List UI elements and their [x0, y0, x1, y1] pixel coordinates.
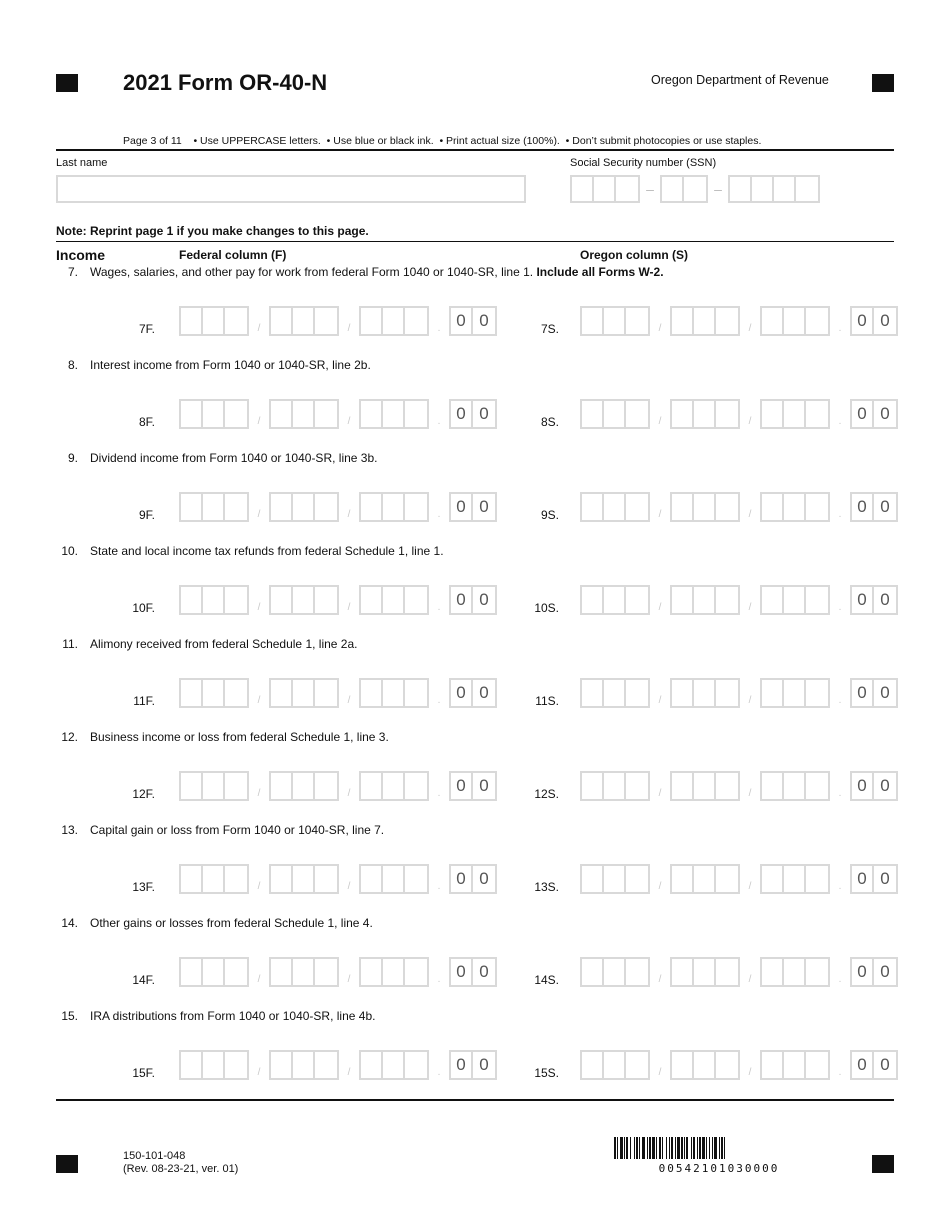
- decimal-point: .: [437, 695, 441, 706]
- barcode-bar: [630, 1137, 631, 1159]
- line-text: Interest income from Form 1040 or 1040-SR, line 2b.: [90, 358, 371, 372]
- digit-group[interactable]: [760, 399, 830, 429]
- last-name-label: Last name: [56, 157, 108, 169]
- federal-line-code: 7F.: [138, 322, 155, 336]
- cents-digit: 0: [852, 773, 874, 799]
- cents-digit: 0: [880, 962, 890, 981]
- line-description: [56, 1009, 375, 1023]
- cents-digit: 0: [479, 1055, 489, 1074]
- cents-digit: 0: [451, 494, 473, 520]
- line-number: 8.: [67, 358, 78, 372]
- thousands-separator: /: [658, 509, 662, 520]
- oregon-line-code: 15S.: [534, 1066, 559, 1080]
- digit-group[interactable]: [359, 957, 429, 987]
- cents-digit: 0: [852, 494, 874, 520]
- barcode-bar: [691, 1137, 692, 1159]
- decimal-point: .: [437, 788, 441, 799]
- oregon-line-code: 12S.: [534, 787, 559, 801]
- digit-group[interactable]: [179, 585, 249, 615]
- line-description: [56, 451, 377, 465]
- thousands-separator: /: [748, 881, 752, 892]
- decimal-point: .: [838, 881, 842, 892]
- decimal-point: .: [838, 788, 842, 799]
- digit-group[interactable]: [580, 399, 650, 429]
- cents-field: [449, 306, 497, 336]
- digit-group[interactable]: [580, 678, 650, 708]
- digit-group[interactable]: [179, 399, 249, 429]
- amount-input[interactable]: [580, 864, 898, 894]
- form-title: 2021 Form OR-40-N: [123, 70, 328, 95]
- barcode-bar: [642, 1137, 645, 1159]
- barcode-bar: [719, 1137, 720, 1159]
- amount-input[interactable]: [179, 1050, 497, 1080]
- page-instructions: Page 3 of 11 • Use UPPERCASE letters. • Use blue or black ink. • Print actual size (100%). • Don’t submit photocopies or use staples.: [123, 135, 762, 147]
- digit-group[interactable]: [670, 399, 740, 429]
- cents-digit: 0: [880, 869, 890, 888]
- cents-field: [449, 585, 497, 615]
- decimal-point: .: [437, 602, 441, 613]
- digit-group[interactable]: [760, 1050, 830, 1080]
- line-text: Capital gain or loss from Form 1040 or 1040-SR, line 7.: [90, 823, 385, 837]
- decimal-point: .: [437, 509, 441, 520]
- barcode-bar: [724, 1137, 725, 1159]
- reprint-note: Note: Reprint page 1 if you make changes to this page.: [56, 224, 369, 238]
- thousands-separator: /: [257, 509, 261, 520]
- digit-group[interactable]: [580, 306, 650, 336]
- barcode-bar: [620, 1137, 623, 1159]
- oregon-line-code: 10S.: [534, 601, 559, 615]
- decimal-point: .: [838, 695, 842, 706]
- barcode-bar: [699, 1137, 701, 1159]
- thousands-separator: /: [347, 416, 351, 427]
- cents-digit: 0: [451, 401, 473, 427]
- digit-group[interactable]: [580, 1050, 650, 1080]
- barcode-bar: [669, 1137, 670, 1159]
- barcode-bar: [684, 1137, 685, 1159]
- digit-group[interactable]: [359, 771, 429, 801]
- line-number: 10.: [61, 544, 78, 558]
- digit-group[interactable]: [670, 957, 740, 987]
- line-number: 7.: [67, 265, 78, 279]
- decimal-point: .: [838, 1067, 842, 1078]
- thousands-separator: /: [257, 974, 261, 985]
- cents-digit: 0: [852, 680, 874, 706]
- ssn-dash: –: [714, 181, 722, 197]
- cents-digit: 0: [479, 311, 489, 330]
- thousands-separator: /: [257, 881, 261, 892]
- thousands-separator: /: [748, 416, 752, 427]
- ssn-dash: –: [646, 181, 654, 197]
- digit-group[interactable]: [179, 492, 249, 522]
- amount-input[interactable]: [580, 771, 898, 801]
- cents-digit: 0: [880, 776, 890, 795]
- section-rule: [56, 241, 894, 242]
- digit-group[interactable]: [179, 771, 249, 801]
- thousands-separator: /: [347, 974, 351, 985]
- federal-line-code: 9F.: [138, 508, 155, 522]
- oregon-line-code: 8S.: [540, 415, 559, 429]
- digit-group[interactable]: [760, 678, 830, 708]
- digit-group[interactable]: [359, 864, 429, 894]
- barcode-bar: [702, 1137, 705, 1159]
- amount-input[interactable]: [580, 399, 898, 429]
- form-revision: (Rev. 08-23-21, ver. 01): [123, 1163, 239, 1175]
- decimal-point: .: [838, 509, 842, 520]
- barcode-bar: [634, 1137, 635, 1159]
- digit-group[interactable]: [670, 771, 740, 801]
- thousands-separator: /: [347, 602, 351, 613]
- cents-digit: 0: [479, 869, 489, 888]
- cents-digit: 0: [451, 773, 473, 799]
- cents-digit: 0: [880, 590, 890, 609]
- thousands-separator: /: [748, 788, 752, 799]
- registration-mark: [872, 74, 894, 92]
- thousands-separator: /: [748, 602, 752, 613]
- digit-group[interactable]: [580, 492, 650, 522]
- federal-line-code: 15F.: [132, 1066, 155, 1080]
- digit-group[interactable]: [760, 771, 830, 801]
- cents-field: [850, 585, 898, 615]
- digit-group[interactable]: [670, 864, 740, 894]
- thousands-separator: /: [257, 788, 261, 799]
- federal-line-code: 12F.: [132, 787, 155, 801]
- cents-digit: 0: [479, 590, 489, 609]
- digit-group[interactable]: [269, 771, 339, 801]
- decimal-point: .: [437, 323, 441, 334]
- thousands-separator: /: [257, 323, 261, 334]
- barcode-bar: [706, 1137, 707, 1159]
- cents-digit: 0: [880, 1055, 890, 1074]
- cents-field: [449, 957, 497, 987]
- oregon-line-code: 9S.: [540, 508, 559, 522]
- section-title: Income: [56, 247, 106, 263]
- thousands-separator: /: [658, 416, 662, 427]
- cents-digit: 0: [451, 680, 473, 706]
- line-number: 13.: [61, 823, 78, 837]
- thousands-separator: /: [347, 881, 351, 892]
- digit-group[interactable]: [179, 864, 249, 894]
- digit-group[interactable]: [359, 492, 429, 522]
- barcode-bar: [656, 1137, 657, 1159]
- barcode-bar: [617, 1137, 618, 1159]
- cents-field: [850, 306, 898, 336]
- thousands-separator: /: [658, 881, 662, 892]
- digit-group[interactable]: [359, 1050, 429, 1080]
- amount-input[interactable]: [179, 771, 497, 801]
- barcode-number: 00542101030000: [658, 1162, 780, 1175]
- oregon-column-header: Oregon column (S): [580, 248, 688, 262]
- thousands-separator: /: [658, 1067, 662, 1078]
- thousands-separator: /: [748, 695, 752, 706]
- cents-digit: 0: [479, 497, 489, 516]
- federal-column-header: Federal column (F): [179, 248, 287, 262]
- digit-group[interactable]: [269, 864, 339, 894]
- line-text: IRA distributions from Form 1040 or 1040-SR, line 4b.: [90, 1009, 376, 1023]
- cents-digit: 0: [479, 404, 489, 423]
- cents-digit: 0: [852, 1052, 874, 1078]
- cents-digit: 0: [852, 959, 874, 985]
- ssn-group[interactable]: [728, 175, 820, 203]
- thousands-separator: /: [748, 974, 752, 985]
- line-number: 15.: [61, 1009, 78, 1023]
- barcode-bar: [671, 1137, 673, 1159]
- line-description: [56, 358, 371, 372]
- barcode-bar: [675, 1137, 676, 1159]
- line-number: 11.: [62, 637, 78, 651]
- oregon-line-code: 7S.: [540, 322, 559, 336]
- line-description: [56, 265, 664, 279]
- thousands-separator: /: [257, 695, 261, 706]
- amount-input[interactable]: [580, 492, 898, 522]
- barcode-bar: [649, 1137, 651, 1159]
- thousands-separator: /: [347, 788, 351, 799]
- digit-group[interactable]: [179, 678, 249, 708]
- line-description: [56, 916, 373, 930]
- digit-group[interactable]: [580, 771, 650, 801]
- cents-digit: 0: [479, 683, 489, 702]
- digit-group[interactable]: [760, 864, 830, 894]
- barcode-bar: [709, 1137, 710, 1159]
- decimal-point: .: [838, 416, 842, 427]
- digit-group[interactable]: [269, 585, 339, 615]
- amount-input[interactable]: [580, 678, 898, 708]
- cents-digit: 0: [451, 308, 473, 334]
- oregon-line-code: 11S.: [535, 694, 559, 708]
- line-text: Alimony received from federal Schedule 1, line 2a.: [90, 637, 358, 651]
- cents-field: [449, 1050, 497, 1080]
- cents-field: [449, 771, 497, 801]
- digit-group[interactable]: [359, 585, 429, 615]
- decimal-point: .: [838, 602, 842, 613]
- digit-group[interactable]: [269, 957, 339, 987]
- oregon-line-code: 13S.: [534, 880, 559, 894]
- cents-digit: 0: [880, 683, 890, 702]
- federal-line-code: 14F.: [132, 973, 155, 987]
- amount-input[interactable]: [179, 864, 497, 894]
- cents-digit: 0: [852, 308, 874, 334]
- registration-mark: [56, 74, 78, 92]
- thousands-separator: /: [347, 695, 351, 706]
- decimal-point: .: [838, 974, 842, 985]
- digit-group[interactable]: [269, 492, 339, 522]
- amount-input[interactable]: [580, 585, 898, 615]
- thousands-separator: /: [658, 602, 662, 613]
- cents-field: [449, 678, 497, 708]
- barcode-bar: [652, 1137, 655, 1159]
- header-rule: [56, 149, 894, 151]
- line-text: Other gains or losses from federal Schedule 1, line 4.: [90, 916, 373, 930]
- barcode-bar: [647, 1137, 648, 1159]
- line-text: Business income or loss from federal Schedule 1, line 3.: [90, 730, 389, 744]
- cents-field: [850, 399, 898, 429]
- registration-mark: [56, 1155, 78, 1173]
- line-description: [56, 544, 444, 558]
- cents-field: [850, 864, 898, 894]
- digit-group[interactable]: [670, 585, 740, 615]
- amount-input[interactable]: [179, 678, 497, 708]
- line-description: [56, 823, 384, 837]
- digit-group[interactable]: [580, 957, 650, 987]
- line-text: Dividend income from Form 1040 or 1040-SR, line 3b.: [90, 451, 378, 465]
- cents-digit: 0: [880, 311, 890, 330]
- cents-digit: 0: [479, 962, 489, 981]
- digit-group[interactable]: [359, 399, 429, 429]
- barcode-bar: [697, 1137, 698, 1159]
- line-text: State and local income tax refunds from federal Schedule 1, line 1.: [90, 544, 444, 558]
- barcode-bar: [666, 1137, 667, 1159]
- cents-field: [850, 492, 898, 522]
- thousands-separator: /: [658, 974, 662, 985]
- amount-input[interactable]: [580, 1050, 898, 1080]
- barcode-image: [614, 1137, 824, 1159]
- thousands-separator: /: [658, 695, 662, 706]
- thousands-separator: /: [257, 1067, 261, 1078]
- cents-field: [449, 492, 497, 522]
- barcode-bar: [712, 1137, 713, 1159]
- thousands-separator: /: [748, 323, 752, 334]
- digit-group[interactable]: [580, 864, 650, 894]
- barcode-bar: [714, 1137, 717, 1159]
- digit-group[interactable]: [359, 306, 429, 336]
- digit-group[interactable]: [670, 678, 740, 708]
- department-name: Oregon Department of Revenue: [651, 73, 829, 87]
- cents-digit: 0: [880, 497, 890, 516]
- line-number: 9.: [67, 451, 78, 465]
- thousands-separator: /: [347, 509, 351, 520]
- cents-digit: 0: [852, 866, 874, 892]
- digit-group[interactable]: [670, 492, 740, 522]
- decimal-point: .: [437, 1067, 441, 1078]
- form-footer: [123, 1150, 238, 1176]
- oregon-line-code: 14S.: [534, 973, 559, 987]
- barcode-bar: [624, 1137, 625, 1159]
- digit-group[interactable]: [269, 678, 339, 708]
- cents-digit: 0: [852, 401, 874, 427]
- federal-line-code: 13F.: [132, 880, 155, 894]
- thousands-separator: /: [257, 602, 261, 613]
- amount-input[interactable]: [179, 306, 497, 336]
- digit-group[interactable]: [760, 585, 830, 615]
- line-text: Wages, salaries, and other pay for work from federal Form 1040 or 1040-SR, line 1.: [90, 265, 534, 279]
- registration-mark: [872, 1155, 894, 1173]
- digit-group[interactable]: [670, 306, 740, 336]
- decimal-point: .: [437, 416, 441, 427]
- decimal-point: .: [437, 974, 441, 985]
- digit-group[interactable]: [179, 1050, 249, 1080]
- barcode-bar: [662, 1137, 663, 1159]
- cents-digit: 0: [852, 587, 874, 613]
- digit-group[interactable]: [269, 399, 339, 429]
- digit-group[interactable]: [580, 585, 650, 615]
- ssn-group[interactable]: [570, 175, 640, 203]
- cents-digit: 0: [880, 404, 890, 423]
- federal-line-code: 10F.: [132, 601, 155, 615]
- digit-group[interactable]: [760, 306, 830, 336]
- amount-input[interactable]: [179, 492, 497, 522]
- ssn-label: Social Security number (SSN): [570, 157, 717, 169]
- thousands-separator: /: [658, 788, 662, 799]
- line-number: 12.: [61, 730, 78, 744]
- footer-rule: [56, 1099, 894, 1101]
- barcode-bar: [721, 1137, 723, 1159]
- thousands-separator: /: [347, 1067, 351, 1078]
- digit-group[interactable]: [760, 957, 830, 987]
- cents-field: [850, 1050, 898, 1080]
- cents-field: [449, 864, 497, 894]
- form-number: 150-101-048: [123, 1150, 186, 1162]
- barcode-bar: [677, 1137, 680, 1159]
- amount-input[interactable]: [580, 957, 898, 987]
- amount-input[interactable]: [179, 957, 497, 987]
- line-number: 14.: [61, 916, 78, 930]
- barcode-bar: [626, 1137, 628, 1159]
- cents-digit: 0: [451, 866, 473, 892]
- digit-group[interactable]: [359, 678, 429, 708]
- decimal-point: .: [838, 323, 842, 334]
- barcode-bar: [614, 1137, 616, 1159]
- amount-input[interactable]: [179, 585, 497, 615]
- thousands-separator: /: [748, 509, 752, 520]
- digit-group[interactable]: [269, 306, 339, 336]
- federal-line-code: 11F.: [133, 694, 155, 708]
- barcode-bar: [681, 1137, 683, 1159]
- decimal-point: .: [437, 881, 441, 892]
- digit-group[interactable]: [179, 306, 249, 336]
- thousands-separator: /: [347, 323, 351, 334]
- cents-field: [449, 399, 497, 429]
- thousands-separator: /: [658, 323, 662, 334]
- digit-group[interactable]: [760, 492, 830, 522]
- thousands-separator: /: [257, 416, 261, 427]
- digit-group[interactable]: [269, 1050, 339, 1080]
- amount-input[interactable]: [179, 399, 497, 429]
- cents-field: [850, 957, 898, 987]
- cents-digit: 0: [451, 587, 473, 613]
- ssn-group[interactable]: [660, 175, 708, 203]
- cents-digit: 0: [451, 1052, 473, 1078]
- line-description: [56, 730, 389, 744]
- line-emphasis: Include all Forms W-2.: [536, 265, 664, 279]
- barcode-bar: [693, 1137, 695, 1159]
- barcode-bar: [639, 1137, 640, 1159]
- barcode-bar: [636, 1137, 638, 1159]
- digit-group[interactable]: [670, 1050, 740, 1080]
- cents-field: [850, 678, 898, 708]
- digit-group[interactable]: [179, 957, 249, 987]
- line-description: [56, 637, 357, 651]
- cents-digit: 0: [479, 776, 489, 795]
- last-name-input[interactable]: [56, 175, 526, 203]
- amount-input[interactable]: [580, 306, 898, 336]
- cents-digit: 0: [451, 959, 473, 985]
- barcode-bar: [686, 1137, 688, 1159]
- federal-line-code: 8F.: [138, 415, 155, 429]
- cents-field: [850, 771, 898, 801]
- thousands-separator: /: [748, 1067, 752, 1078]
- ssn-input[interactable]: [570, 175, 820, 203]
- barcode-bar: [659, 1137, 661, 1159]
